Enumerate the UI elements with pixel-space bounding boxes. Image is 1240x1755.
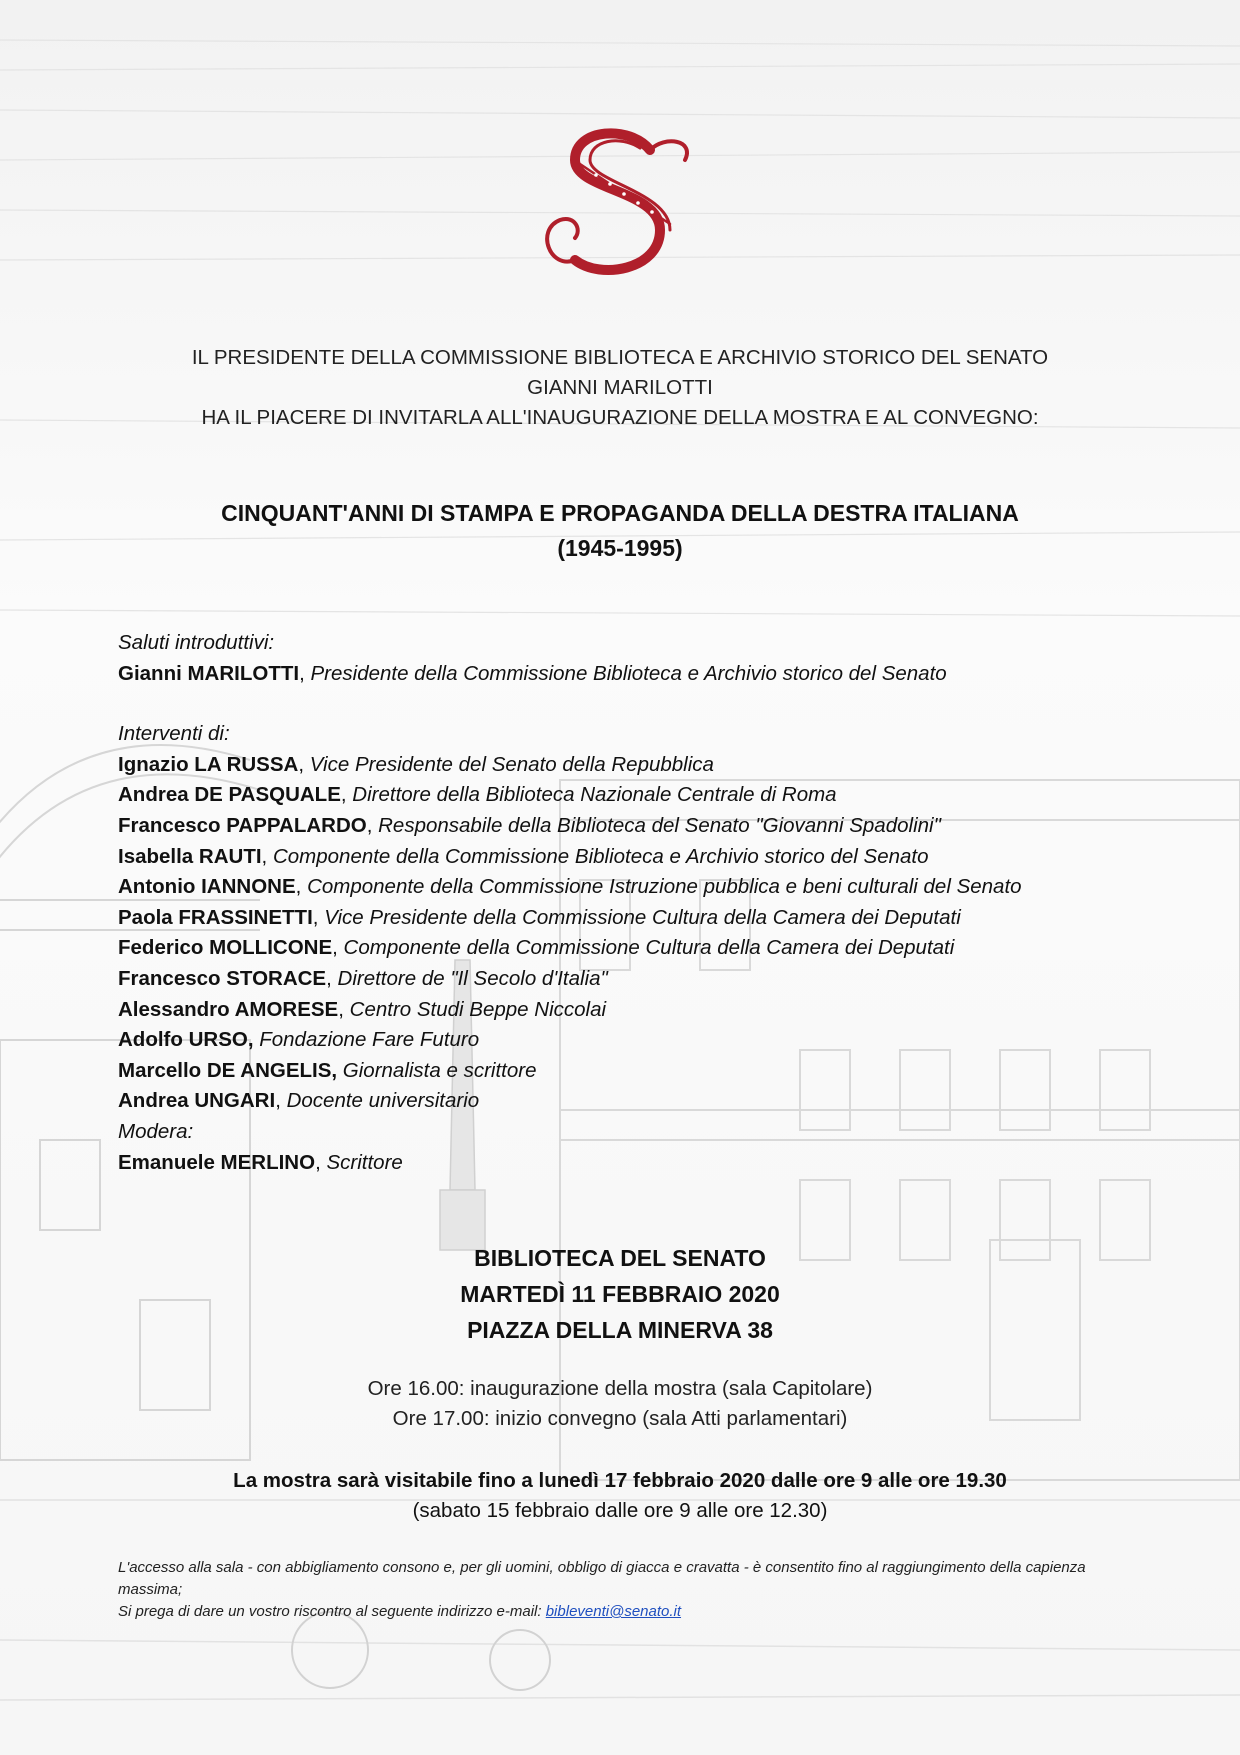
separator: , — [340, 783, 353, 807]
speaker-role: Vice Presidente della Commissione Cultura della Camera dei Deputati — [324, 905, 961, 929]
separator: , — [299, 661, 311, 685]
header-line-1: IL PRESIDENTE DELLA COMMISSIONE BIBLIOTECA E ARCHIVIO STORICO DEL SENATO — [191, 346, 1049, 369]
speaker-entry — [118, 842, 1022, 873]
program — [118, 628, 1022, 1178]
event-title-line-1: CINQUANT'ANNI DI STAMPA E PROPAGANDA DELLA DESTRA ITALIANA — [221, 500, 1019, 526]
exhibition-line-2: (sabato 15 febbraio dalle ore 9 alle ore 12.30) — [412, 1499, 828, 1522]
speaker-name: Alessandro AMORESE — [118, 997, 339, 1021]
invitation-header — [0, 343, 1240, 433]
speaker-role: Componente della Commissione Biblioteca e Archivio storico del Senato — [272, 844, 929, 868]
venue-line-1: BIBLIOTECA DEL SENATO — [474, 1245, 766, 1271]
separator: , — [366, 813, 379, 837]
speaker-entry — [118, 1025, 1022, 1056]
speaker-name: Ignazio LA RUSSA — [118, 752, 299, 776]
rsvp-note — [118, 1601, 1128, 1623]
venue-line-2: MARTEDÌ 11 FEBBRAIO 2020 — [460, 1281, 780, 1307]
venue-line-3: PIAZZA DELLA MINERVA 38 — [467, 1317, 773, 1343]
speaker-role: Direttore della Biblioteca Nazionale Centrale di Roma — [352, 783, 837, 807]
rsvp-email-link[interactable]: bibleventi@senato.it — [545, 1603, 682, 1620]
speaker-entry — [118, 995, 1022, 1026]
greetings-label: Saluti introduttivi: — [118, 631, 275, 654]
speaker-name: Antonio IANNONE — [118, 875, 296, 899]
speaker-role: Responsabile della Biblioteca del Senato "Giovanni Spadolini" — [378, 813, 941, 837]
speaker-role: Giornalista e scrittore — [342, 1058, 537, 1082]
speaker-role: Centro Studi Beppe Niccolai — [349, 997, 607, 1021]
speaker-role: Vice Presidente del Senato della Repubblica — [309, 752, 714, 776]
speaker-entry — [118, 750, 1022, 781]
separator: , — [261, 844, 273, 868]
event-title — [0, 496, 1240, 566]
speaker-role: Fondazione Fare Futuro — [259, 1028, 480, 1052]
speaker-name: Andrea UNGARI — [118, 1089, 276, 1113]
separator: , — [315, 1150, 327, 1174]
speaker-entry — [118, 933, 1022, 964]
speaker-role: Presidente della Commissione Biblioteca e Archivio storico del Senato — [310, 661, 947, 685]
speaker-name: Emanuele MERLINO — [118, 1150, 316, 1174]
separator: , — [338, 997, 350, 1021]
speaker-role: Componente della Commissione Cultura della Camera dei Deputati — [343, 936, 955, 960]
separator: , — [295, 875, 308, 899]
separator: , — [298, 752, 310, 776]
moderator-entry — [118, 1148, 1022, 1179]
speaker-name: Andrea DE PASQUALE — [118, 783, 341, 807]
separator: , — [332, 936, 344, 960]
speaker-name: Marcello DE ANGELIS, — [118, 1058, 338, 1082]
event-title-line-2: (1945-1995) — [557, 535, 683, 561]
senate-logo-icon — [520, 120, 720, 285]
schedule-block — [0, 1374, 1240, 1434]
speakers-label: Interventi di: — [118, 722, 230, 746]
exhibition-line-1: La mostra sarà visitabile fino a lunedì 17 febbraio 2020 dalle ore 9 alle ore 19.30 — [233, 1469, 1007, 1492]
speaker-entry — [118, 1056, 1022, 1087]
venue-block — [0, 1240, 1240, 1348]
speaker-entry — [118, 780, 1022, 811]
schedule-line-1: Ore 16.00: inaugurazione della mostra (sala Capitolare) — [367, 1377, 873, 1400]
schedule-line-2: Ore 17.00: inizio convegno (sala Atti parlamentari) — [392, 1407, 848, 1430]
speaker-role: Scrittore — [326, 1150, 403, 1174]
exhibition-hours — [0, 1466, 1240, 1526]
header-line-2: GIANNI MARILOTTI — [527, 376, 713, 399]
separator: , — [275, 1089, 287, 1113]
speaker-name: Paola FRASSINETTI — [118, 905, 313, 929]
speaker-entry — [118, 964, 1022, 995]
speaker-entry — [118, 1086, 1022, 1117]
speaker-role: Docente universitario — [286, 1089, 480, 1113]
speaker-name: Francesco PAPPALARDO — [118, 813, 367, 837]
footnotes — [118, 1557, 1128, 1623]
separator: , — [326, 966, 338, 990]
dress-code-note: L'accesso alla sala - con abbigliamento consono e, per gli uomini, obbligo di giacca e cravatta - è consentito fino al raggiungimento della capienza massima; — [118, 1559, 1086, 1598]
speaker-role: Componente della Commissione Istruzione pubblica e beni culturali del Senato — [307, 875, 1022, 899]
speaker-name: Gianni MARILOTTI — [118, 661, 300, 685]
rsvp-text: Si prega di dare un vostro riscontro al seguente indirizzo e-mail: — [118, 1603, 546, 1620]
speaker-name: Francesco STORACE — [118, 966, 327, 990]
speaker-name: Isabella RAUTI — [118, 844, 262, 868]
speaker-name: Adolfo URSO, — [118, 1028, 254, 1052]
separator: , — [312, 905, 325, 929]
speaker-role: Direttore de "Il Secolo d'Italia" — [337, 966, 608, 990]
speaker-name: Federico MOLLICONE — [118, 936, 333, 960]
moderator-label: Modera: — [118, 1119, 194, 1143]
speaker-entry — [118, 872, 1022, 903]
greetings-entry — [118, 659, 1022, 690]
speaker-entry — [118, 903, 1022, 934]
speaker-entry — [118, 811, 1022, 842]
header-line-3: HA IL PIACERE DI INVITARLA ALL'INAUGURAZIONE DELLA MOSTRA E AL CONVEGNO: — [201, 406, 1039, 429]
